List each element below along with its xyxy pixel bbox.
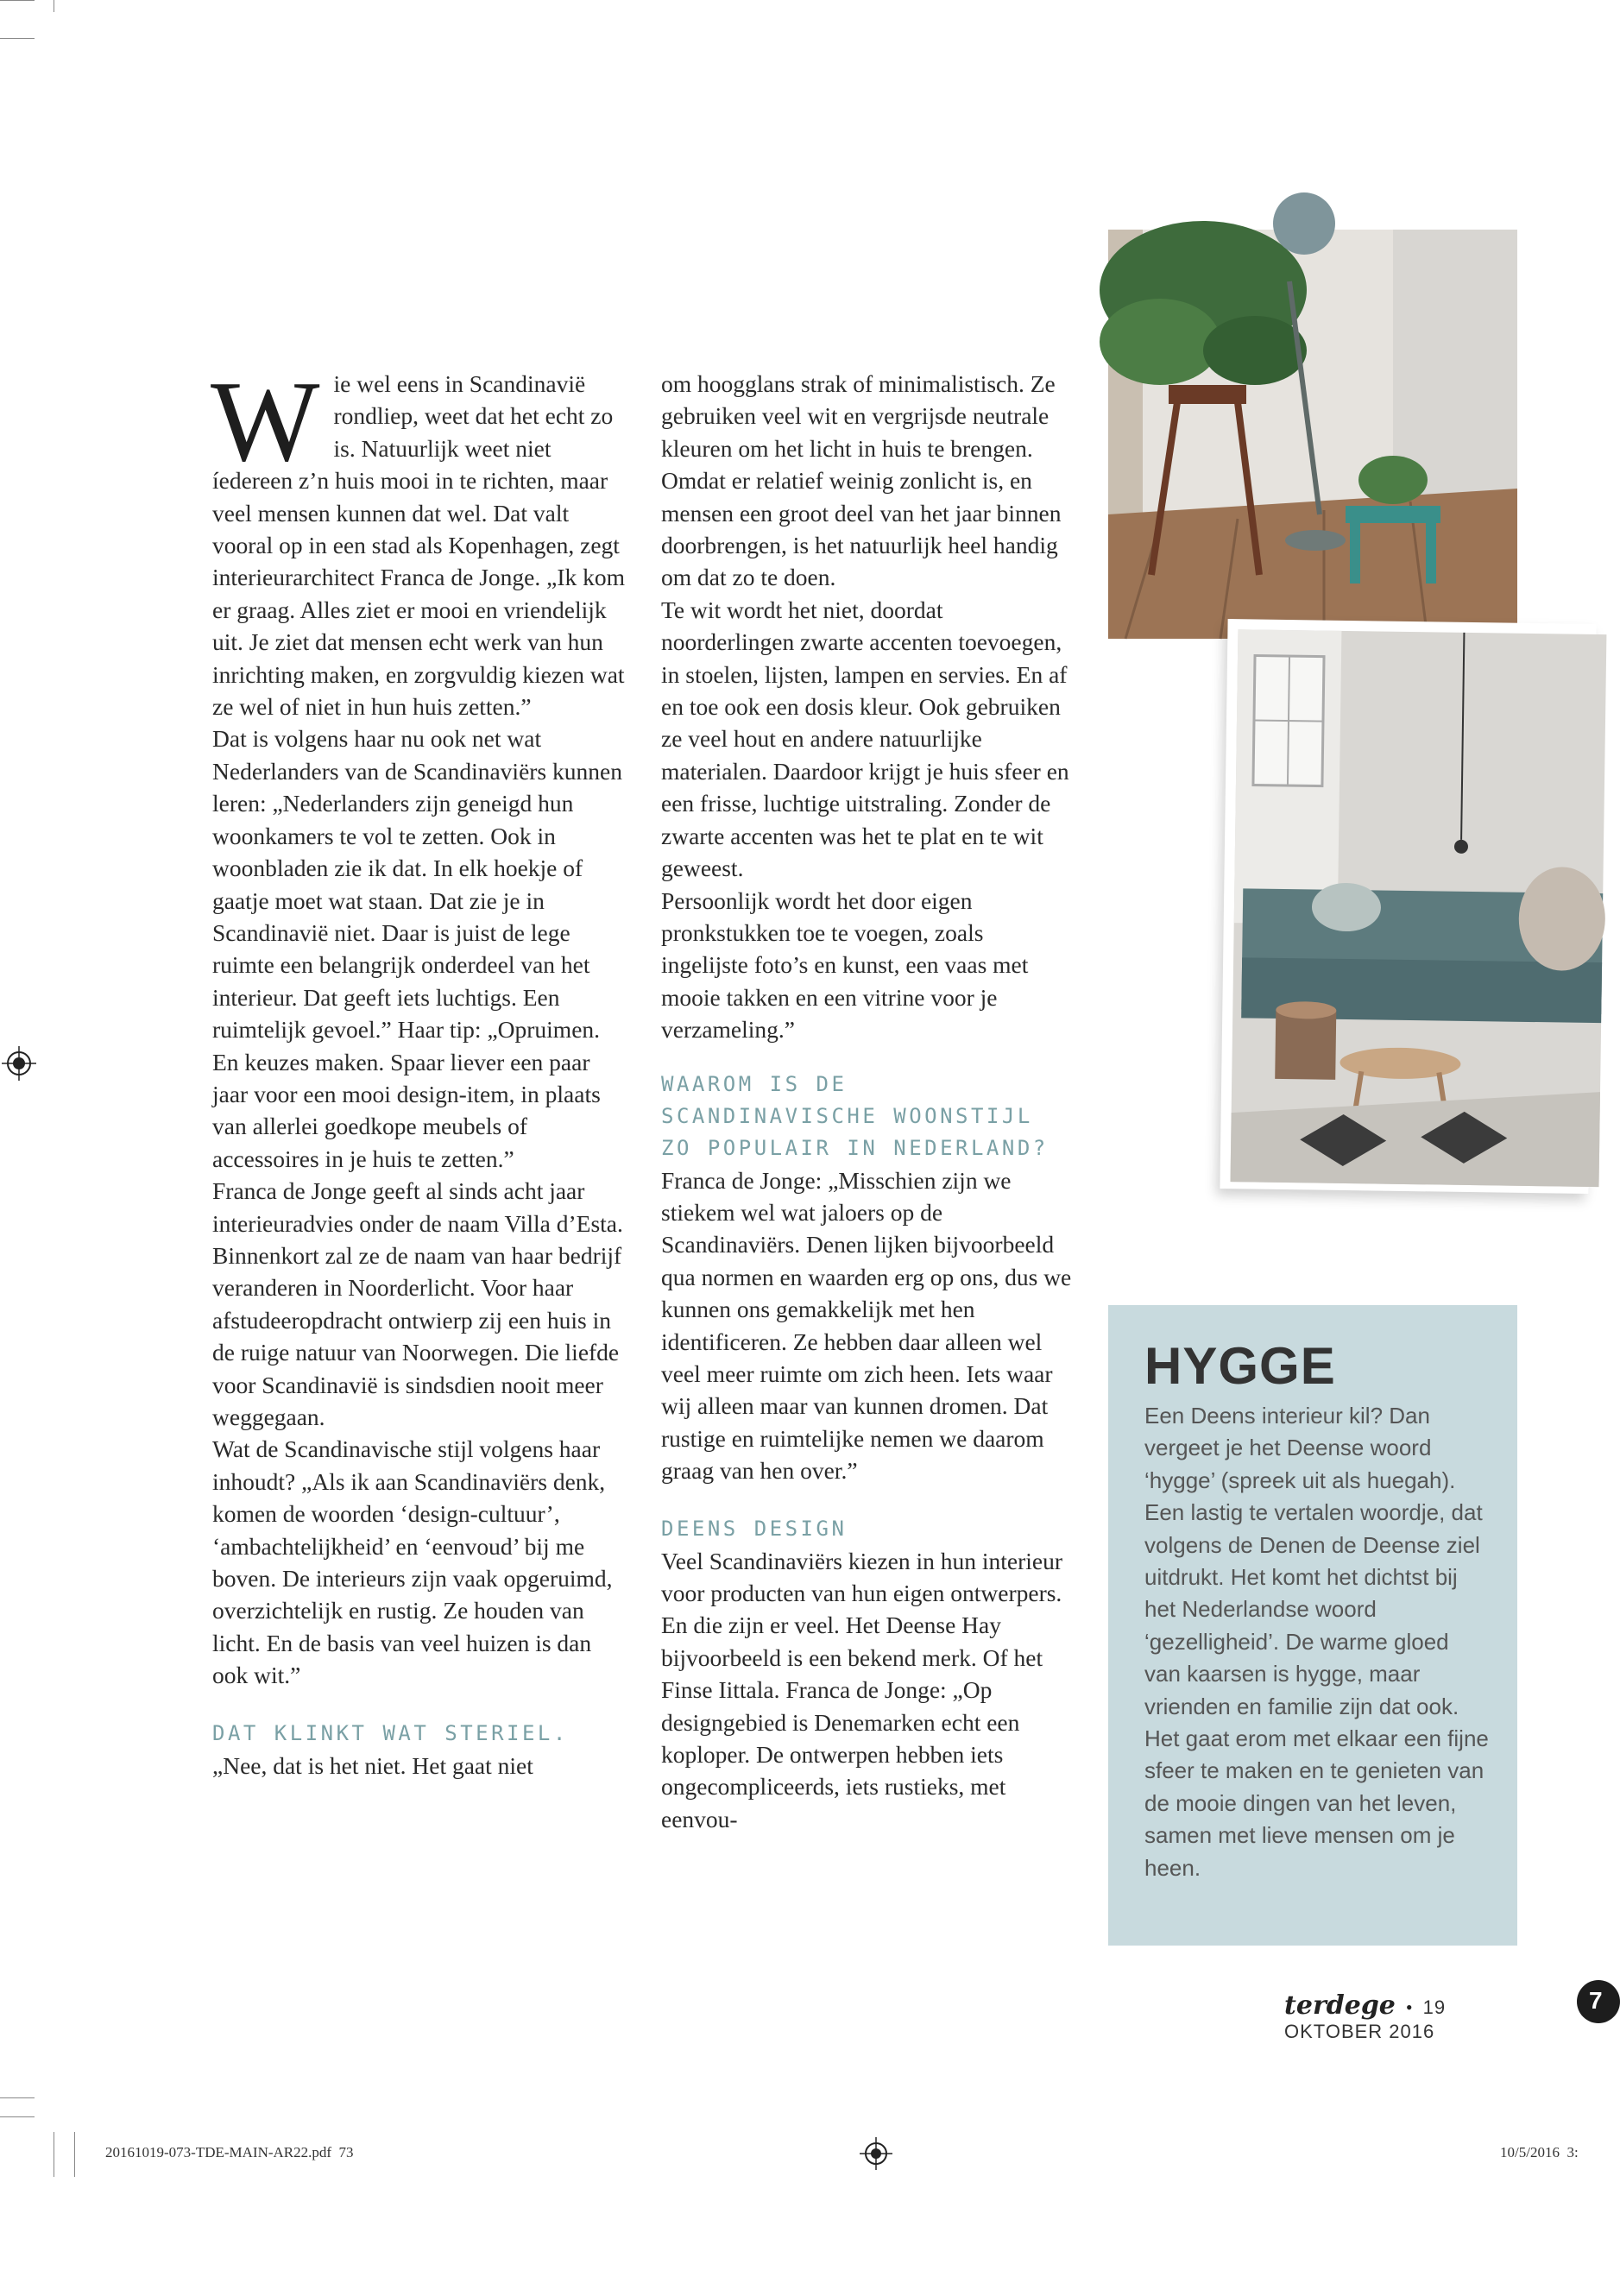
issue-date: 19 OKTOBER 2016 — [1284, 1996, 1447, 2042]
paragraph: Te wit wordt het niet, doordat noorderlingen zwarte accenten toevoegen, in stoelen, lijsten, lampen en servies. En af en toe ook een dosis kleur. Ook gebruiken ze veel hout en andere natuurlijke materialen. Daardoor krijgt je huis sfeer en een frisse, luchtige uitstraling. Zonder de zwarte accenten was het te plat en te wit geweest. — [661, 596, 1069, 882]
page-number-badge — [1577, 1980, 1620, 2023]
paragraph: Franca de Jonge: „Misschien zijn we stiekem wel wat jaloers op de Scandinaviërs. Denen lijken bijvoorbeeld qua normen en waarden erg op ons, dus we kunnen ons gemakkelijk met hen identificeren. Ze hebben daar alleen wel veel meer ruimte om zich heen. Iets waar wij alleen maar van kunnen dromen. Dat rustige en ruimtelijke nemen we daarom graag van hen over.” — [661, 1166, 1072, 1485]
sidebar-title: HYGGE — [1144, 1337, 1336, 1395]
subheading: DEENS DESIGN — [661, 1516, 848, 1541]
paragraph: Dat is volgens haar nu ook net wat Nederlanders van de Scandinaviërs kunnen leren: „Nederlanders zijn geneigd hun woonkamers te vol te zetten. Ook in woonbladen zie ik dat. In elk hoekje of gaatje moet wat staan. Dat zie je in Scandinavië niet. Daar is juist de lege ruimte een belangrijk onderdeel van het interieur. Dat geeft iets luchtigs. Een ruimtelijk gevoel.” Haar tip: „Opruimen. En keuzes maken. Spaar liever een paar jaar voor een mooi design-item, in plaats van allerlei goedkope meubels of accessoires in je huis te zetten.” — [212, 725, 622, 1172]
photo-living-room — [1220, 619, 1596, 1194]
paragraph: Franca de Jonge geeft al sinds acht jaar interieuradvies onder de naam Villa d’Esta. Binnenkort zal ze de naam van haar bedrijf veranderen in Noorderlicht. Voor haar afstudeeropdracht ontwierp zij een huis in de ruige natuur van Noorwegen. Die liefde voor Scandinavië is sindsdien nooit meer weggegaan. — [212, 1177, 623, 1430]
crop-mark-top-left-h2 — [0, 0, 35, 1]
crop-mark-top-left-h — [0, 38, 35, 39]
article-column-1 — [211, 357, 625, 1782]
print-timestamp: 10/5/2016 3: — [1500, 2144, 1579, 2160]
paragraph: Wat de Scandinavische stijl volgens haar inhoudt? „Als ik aan Scandinaviërs denk, komen de woorden ‘design-cultuur’, ‘ambachtelijkheid’ en ‘eenvoud’ bij me boven. De interieurs zijn vaak opgeruimd, overzichtelijk en rustig. Ze houden van licht. En de basis van veel huizen is dan ook wit.” — [212, 1435, 613, 1689]
subheading: DAT KLINKT WAT STERIEL. — [212, 1720, 569, 1745]
paragraph: Veel Scandinaviërs kiezen in hun interieur voor producten van hun eigen ontwerpers. En die zijn er veel. Het Deense Hay bijvoorbeeld is een bekend merk. Of het Finse Iittala. Franca de Jonge: „Op designgebied is Denemarken echt een koploper. De ontwerpen hebben iets ongecompliceerds, iets rustieks, met eenvou- — [661, 1547, 1063, 1832]
paragraph: Persoonlijk wordt het door eigen pronkstukken toe te voegen, zoals ingelijste foto’s en kunst, een vaas met mooie takken en een vitrine voor je verzameling.” — [661, 886, 1029, 1044]
photo-plants-lamp — [1108, 230, 1517, 639]
sidebar-hygge — [1108, 1305, 1517, 1946]
page-number: 7 — [1589, 1987, 1603, 2014]
magazine-logo: terdege — [1284, 1990, 1396, 2021]
drop-cap: W — [211, 357, 320, 485]
crop-mark-bottom-left-v2 — [74, 2132, 75, 2177]
sidebar-body: Een Deens interieur kil? Dan vergeet je het Deense woord ‘hygge’ (spreek uit als huegah). Een lastig te vertalen woordje, dat volgens de Denen de Deense ziel uitdrukt. Het komt het dichtst bij het Nederlandse woord ‘gezelligheid’. De warme gloed van kaarsen is hygge, maar vrienden en familie zijn dat ook. Het gaat erom met elkaar een fijne sfeer te maken en te genieten van de mooie dingen van het leven, samen met lieve mensen om je heen. — [1144, 1403, 1489, 1881]
registration-mark-icon — [2, 1046, 36, 1081]
subheading: WAAROM IS DE SCANDINAVISCHE WOONSTIJL ZO POPULAIR IN NEDERLAND? — [661, 1071, 1049, 1160]
crop-mark-bottom-left-h — [0, 2097, 35, 2098]
footer-masthead — [1284, 1990, 1543, 2042]
registration-mark-icon — [860, 2137, 892, 2170]
paragraph-text: ie wel eens in Scandinavië rondliep, weet dat het echt zo is. Natuurlijk weet niet íedereen z’n huis mooi in te richten, maar veel mensen kunnen dat wel. Dat valt vooral op in een stad als Kopenhagen, zegt interieurarchitect Franca de Jonge. „Ik kom er graag. Alles ziet er mooi en vriendelijk uit. Je ziet dat mensen echt werk van hun inrichting maken, en zorgvuldig kiezen wat ze wel of niet in hun huis zetten.” — [212, 370, 625, 721]
paragraph: om hoogglans strak of minimalistisch. Ze gebruiken veel wit en vergrijsde neutrale kleuren om het licht in huis te brengen. Omdat er relatief weinig zonlicht is, en mensen een groot deel van het jaar binnen doorbrengen, is het natuurlijk heel handig om dat zo te doen. — [661, 370, 1062, 591]
paragraph — [211, 357, 625, 722]
footer-bullet: • — [1405, 1996, 1413, 2018]
crop-mark-bottom-left-h2 — [0, 2116, 35, 2117]
print-slug: 20161019-073-TDE-MAIN-AR22.pdf 73 — [105, 2144, 354, 2160]
paragraph: „Nee, dat is het niet. Het gaat niet — [212, 1751, 533, 1779]
article-column-2 — [661, 368, 1075, 1835]
sticker-dot-icon — [1272, 192, 1336, 255]
